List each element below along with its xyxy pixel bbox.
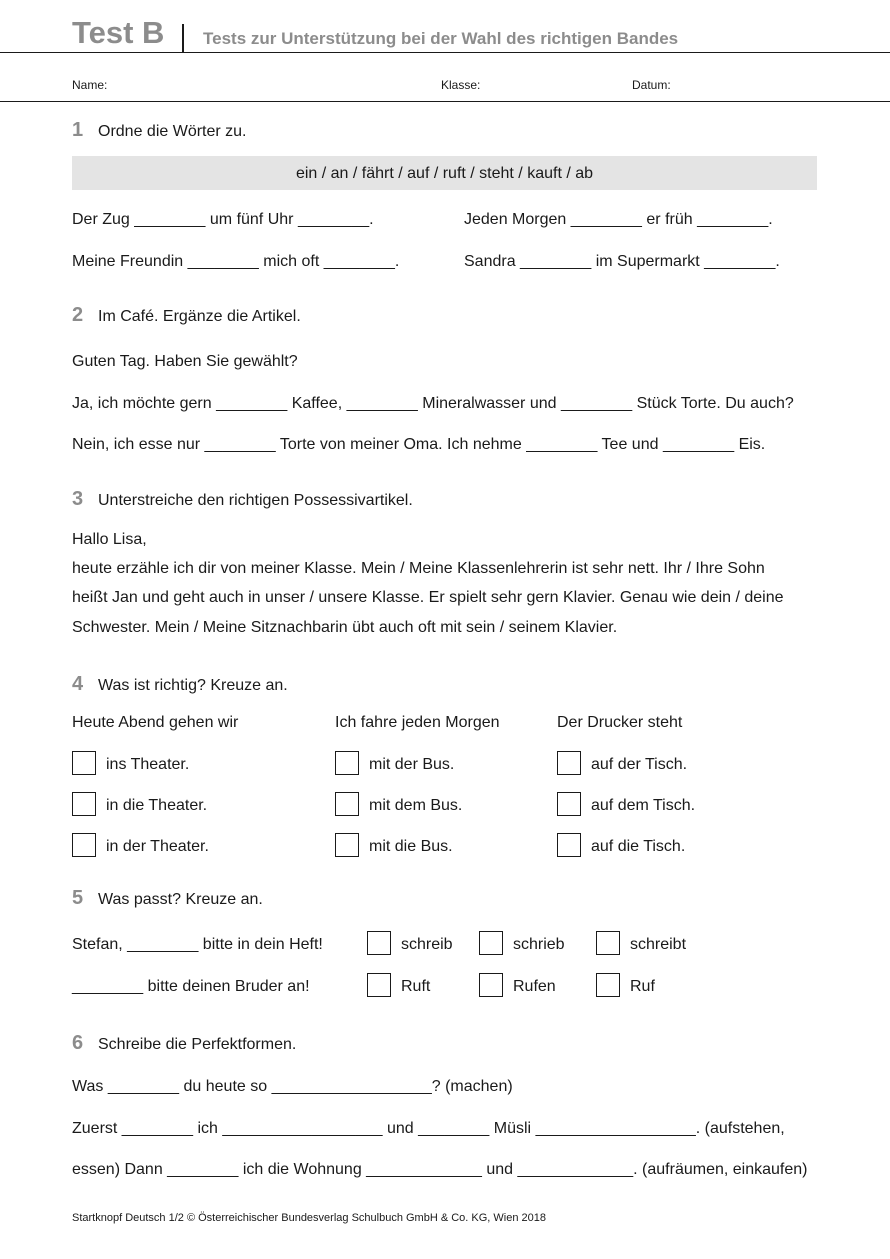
answer-blank[interactable]: _____________ bbox=[517, 1161, 634, 1178]
checkbox[interactable] bbox=[557, 792, 581, 816]
option-label: mit die Bus. bbox=[369, 838, 453, 855]
letter-line: heißt Jan und geht auch in unser / unsere Klasse. Er spielt sehr gern Klavier. Genau wie dein / deine bbox=[72, 589, 784, 606]
letter-line: Schwester. Mein / Meine Sitznachbarin übt auch oft mit sein / seinem Klavier. bbox=[72, 619, 618, 636]
column-heading: Ich fahre jeden Morgen bbox=[335, 714, 500, 731]
letter-line: Hallo Lisa, bbox=[72, 531, 147, 548]
checkbox[interactable] bbox=[335, 792, 359, 816]
exercise-line: Stefan, ________ bitte in dein Heft! bbox=[72, 936, 323, 953]
option-label: mit der Bus. bbox=[369, 756, 455, 773]
option-label: Ruft bbox=[401, 978, 431, 995]
option-label: mit dem Bus. bbox=[369, 797, 463, 814]
section-5-title: Was passt? Kreuze an. bbox=[98, 891, 263, 908]
exercise-line: Meine Freundin ________ mich oft ________. bbox=[72, 253, 400, 270]
exercise-line: Ja, ich möchte gern ________ Kaffee, ________ Mineralwasser und ________ Stück Torte. Du auch? bbox=[72, 395, 794, 412]
exercise-line: Was ________ du heute so __________________? (machen) bbox=[72, 1078, 513, 1095]
exercise-line: Der Zug ________ um fünf Uhr ________. bbox=[72, 211, 374, 228]
answer-blank[interactable]: ________ bbox=[134, 211, 206, 228]
checkbox[interactable] bbox=[479, 973, 503, 997]
option-label: schrieb bbox=[513, 936, 565, 953]
answer-blank[interactable]: __________________ bbox=[271, 1078, 432, 1095]
section-2-title: Im Café. Ergänze die Artikel. bbox=[98, 308, 301, 325]
answer-blank[interactable]: ________ bbox=[323, 253, 395, 270]
option-label: schreibt bbox=[630, 936, 687, 953]
answer-blank[interactable]: ________ bbox=[204, 436, 276, 453]
letter-line: heute erzähle ich dir von meiner Klasse. Mein / Meine Klassenlehrerin ist sehr nett. Ihr / Ihre Sohn bbox=[72, 560, 765, 577]
header-divider bbox=[182, 24, 184, 52]
copyright-footer: Startknopf Deutsch 1/2 © Österreichischer Bundesverlag Schulbuch GmbH & Co. KG, Wien 2018 bbox=[72, 1212, 546, 1224]
answer-blank[interactable]: _____________ bbox=[366, 1161, 482, 1178]
option-label: auf dem Tisch. bbox=[591, 797, 696, 814]
checkbox[interactable] bbox=[335, 833, 359, 857]
info-rule bbox=[0, 101, 890, 102]
answer-blank[interactable]: ________ bbox=[560, 395, 633, 412]
exercise-line: Zuerst ________ ich __________________ und ________ Müsli __________________. (aufstehen, bbox=[72, 1120, 785, 1137]
exercise-line: Jeden Morgen ________ er früh ________. bbox=[464, 211, 773, 228]
checkbox[interactable] bbox=[335, 751, 359, 775]
checkbox[interactable] bbox=[557, 751, 581, 775]
exercise-line: Guten Tag. Haben Sie gewählt? bbox=[72, 353, 298, 370]
class-label: Klasse: bbox=[441, 78, 481, 92]
answer-blank[interactable]: ________ bbox=[216, 395, 288, 412]
test-title: Test B bbox=[72, 15, 165, 50]
section-6-number: 6 bbox=[72, 1032, 84, 1054]
option-label: in die Theater. bbox=[106, 797, 208, 814]
answer-blank[interactable]: ________ bbox=[520, 253, 592, 270]
option-label: auf die Tisch. bbox=[591, 838, 686, 855]
section-2-number: 2 bbox=[72, 304, 84, 326]
word-bank-text: ein / an / fährt / auf / ruft / steht / kauft / ab bbox=[295, 165, 594, 182]
answer-blank[interactable]: ________ bbox=[297, 211, 370, 228]
answer-blank[interactable]: __________________ bbox=[222, 1120, 383, 1137]
answer-blank[interactable]: ________ bbox=[570, 211, 642, 228]
section-4-title: Was ist richtig? Kreuze an. bbox=[98, 677, 288, 694]
answer-blank[interactable]: ________ bbox=[187, 253, 259, 270]
checkbox[interactable] bbox=[367, 931, 391, 955]
answer-blank[interactable]: ________ bbox=[72, 978, 144, 995]
option-label: ins Theater. bbox=[106, 756, 190, 773]
checkbox[interactable] bbox=[479, 931, 503, 955]
answer-blank[interactable]: ________ bbox=[167, 1161, 239, 1178]
answer-blank[interactable]: __________________ bbox=[535, 1120, 696, 1137]
test-subtitle: Tests zur Unterstützung bei der Wahl des richtigen Bandes bbox=[203, 29, 679, 48]
answer-blank[interactable]: ________ bbox=[418, 1120, 490, 1137]
name-label: Name: bbox=[72, 78, 108, 92]
answer-blank[interactable]: ________ bbox=[121, 1120, 193, 1137]
option-label: auf der Tisch. bbox=[591, 756, 688, 773]
section-4-number: 4 bbox=[72, 673, 84, 695]
exercise-line: Sandra ________ im Supermarkt ________. bbox=[464, 253, 780, 270]
checkbox[interactable] bbox=[596, 931, 620, 955]
checkbox[interactable] bbox=[72, 792, 96, 816]
checkbox[interactable] bbox=[72, 833, 96, 857]
option-label: in der Theater. bbox=[106, 838, 209, 855]
section-1-number: 1 bbox=[72, 119, 84, 141]
option-label: Rufen bbox=[513, 978, 556, 995]
exercise-line: Nein, ich esse nur ________ Torte von meiner Oma. Ich nehme ________ Tee und ________ Eis. bbox=[72, 436, 766, 453]
section-3-number: 3 bbox=[72, 488, 84, 510]
answer-blank[interactable]: ________ bbox=[704, 253, 776, 270]
answer-blank[interactable]: ________ bbox=[662, 436, 735, 453]
header-rule bbox=[0, 52, 890, 53]
section-3-title: Unterstreiche den richtigen Possessivartikel. bbox=[98, 492, 413, 509]
column-heading: Der Drucker steht bbox=[557, 714, 683, 731]
section-6-title: Schreibe die Perfektformen. bbox=[98, 1036, 297, 1053]
section-1-title: Ordne die Wörter zu. bbox=[98, 123, 247, 140]
answer-blank[interactable]: ________ bbox=[127, 936, 199, 953]
option-label: Ruf bbox=[630, 978, 655, 995]
date-label: Datum: bbox=[632, 78, 671, 92]
column-heading: Heute Abend gehen wir bbox=[72, 714, 239, 731]
checkbox[interactable] bbox=[596, 973, 620, 997]
exercise-line: essen) Dann ________ ich die Wohnung _____________ und _____________. (aufräumen, einkaufen) bbox=[72, 1161, 808, 1178]
answer-blank[interactable]: ________ bbox=[697, 211, 769, 228]
answer-blank[interactable]: ________ bbox=[346, 395, 418, 412]
checkbox[interactable] bbox=[72, 751, 96, 775]
checkbox[interactable] bbox=[557, 833, 581, 857]
section-5-number: 5 bbox=[72, 887, 84, 909]
exercise-line: ________ bitte deinen Bruder an! bbox=[72, 978, 310, 995]
checkbox[interactable] bbox=[367, 973, 391, 997]
answer-blank[interactable]: ________ bbox=[107, 1078, 180, 1095]
answer-blank[interactable]: ________ bbox=[526, 436, 598, 453]
option-label: schreib bbox=[401, 936, 453, 953]
